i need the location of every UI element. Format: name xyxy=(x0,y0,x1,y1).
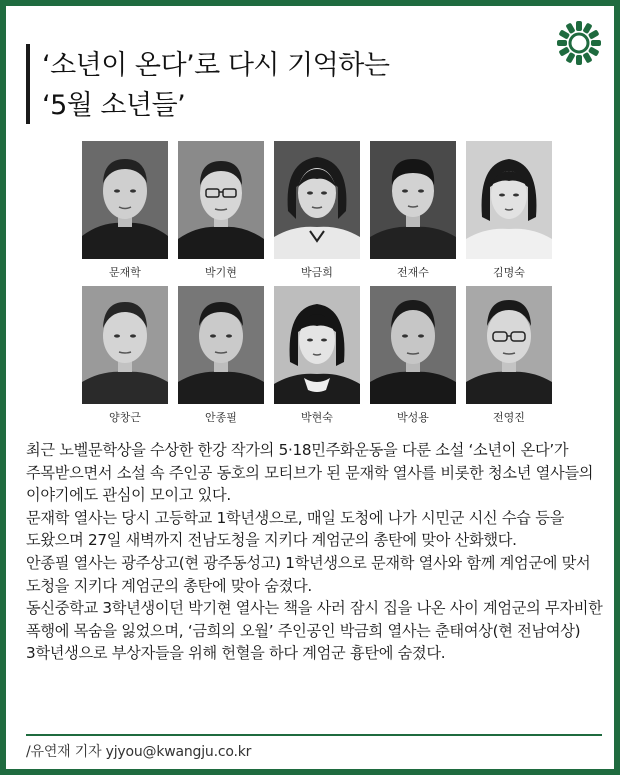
portrait-photo xyxy=(178,141,264,259)
headline-line-2: ‘5월 소년들’ xyxy=(42,90,186,121)
portrait-photo xyxy=(274,286,360,404)
portrait-photo xyxy=(82,141,168,259)
article-paragraph: 동신중학교 3학년생이던 박기현 열사는 책을 사러 잠시 집을 나온 사이 계엄군의 무자비한 폭행에 목숨을 잃었으며, ‘금희의 오월’ 주인공인 박금희 열사는 춘태여상(현 전남여상) 3학년생으로 부상자들을 위해 헌혈을 하다 계엄군 흉탄에 숨졌다. xyxy=(26,599,603,663)
article-paragraph: 안종필 열사는 광주상고(현 광주동성고) 1학년생으로 문재학 열사와 함께 계엄군에 맞서 도청을 지키다 계엄군의 총탄에 맞아 숨졌다. xyxy=(26,553,591,595)
headline xyxy=(42,46,389,126)
person-name: 양창근 xyxy=(109,411,141,424)
person-name: 안종필 xyxy=(205,411,237,424)
person-card xyxy=(82,286,168,426)
person-name: 문재학 xyxy=(109,266,141,279)
person-name: 전영진 xyxy=(493,411,525,424)
photo-row-1 xyxy=(82,141,552,281)
article-paragraph: 최근 노벨문학상을 수상한 한강 작가의 5·18민주화운동을 다룬 소설 ‘소년이 온다’가 주목받으면서 소설 속 주인공 동호의 모티브가 된 문재학 열사를 비롯한 청소년 열사들의 이야기에도 관심이 모이고 있다. xyxy=(26,441,594,505)
portrait-photo xyxy=(82,286,168,404)
portrait-photo xyxy=(178,286,264,404)
photo-row-2 xyxy=(82,286,552,426)
footer-divider xyxy=(26,734,602,736)
portrait-photo xyxy=(370,286,456,404)
person-card xyxy=(370,286,456,426)
person-card xyxy=(178,286,264,426)
article-paragraph: 문재학 열사는 당시 고등학교 1학년생으로, 매일 도청에 나가 시민군 시신 수습 등을 도왔으며 27일 새벽까지 전남도청을 지키다 계엄군의 총탄에 맞아 산화했다. xyxy=(26,508,564,550)
person-name: 박현숙 xyxy=(301,411,333,424)
portrait-photo xyxy=(274,141,360,259)
person-card xyxy=(82,141,168,281)
portrait-photo xyxy=(466,286,552,404)
person-card xyxy=(274,141,360,281)
person-card xyxy=(178,141,264,281)
portrait-photo xyxy=(370,141,456,259)
person-name: 박성용 xyxy=(397,411,429,424)
person-card xyxy=(466,286,552,426)
news-card xyxy=(6,6,614,769)
person-name: 박기현 xyxy=(205,266,237,279)
person-name: 전재수 xyxy=(397,266,429,279)
person-card xyxy=(370,141,456,281)
person-name: 김명숙 xyxy=(493,266,525,279)
person-card xyxy=(466,141,552,281)
reporter-byline: /유연재 기자 yjyou@kwangju.co.kr xyxy=(26,744,252,760)
person-card xyxy=(274,286,360,426)
title-accent-bar xyxy=(26,44,30,124)
wreath-logo-icon xyxy=(554,18,604,68)
person-name: 박금희 xyxy=(301,266,333,279)
article-body xyxy=(26,439,606,665)
portrait-photo xyxy=(466,141,552,259)
headline-line-1: ‘소년이 온다’로 다시 기억하는 xyxy=(42,50,390,81)
